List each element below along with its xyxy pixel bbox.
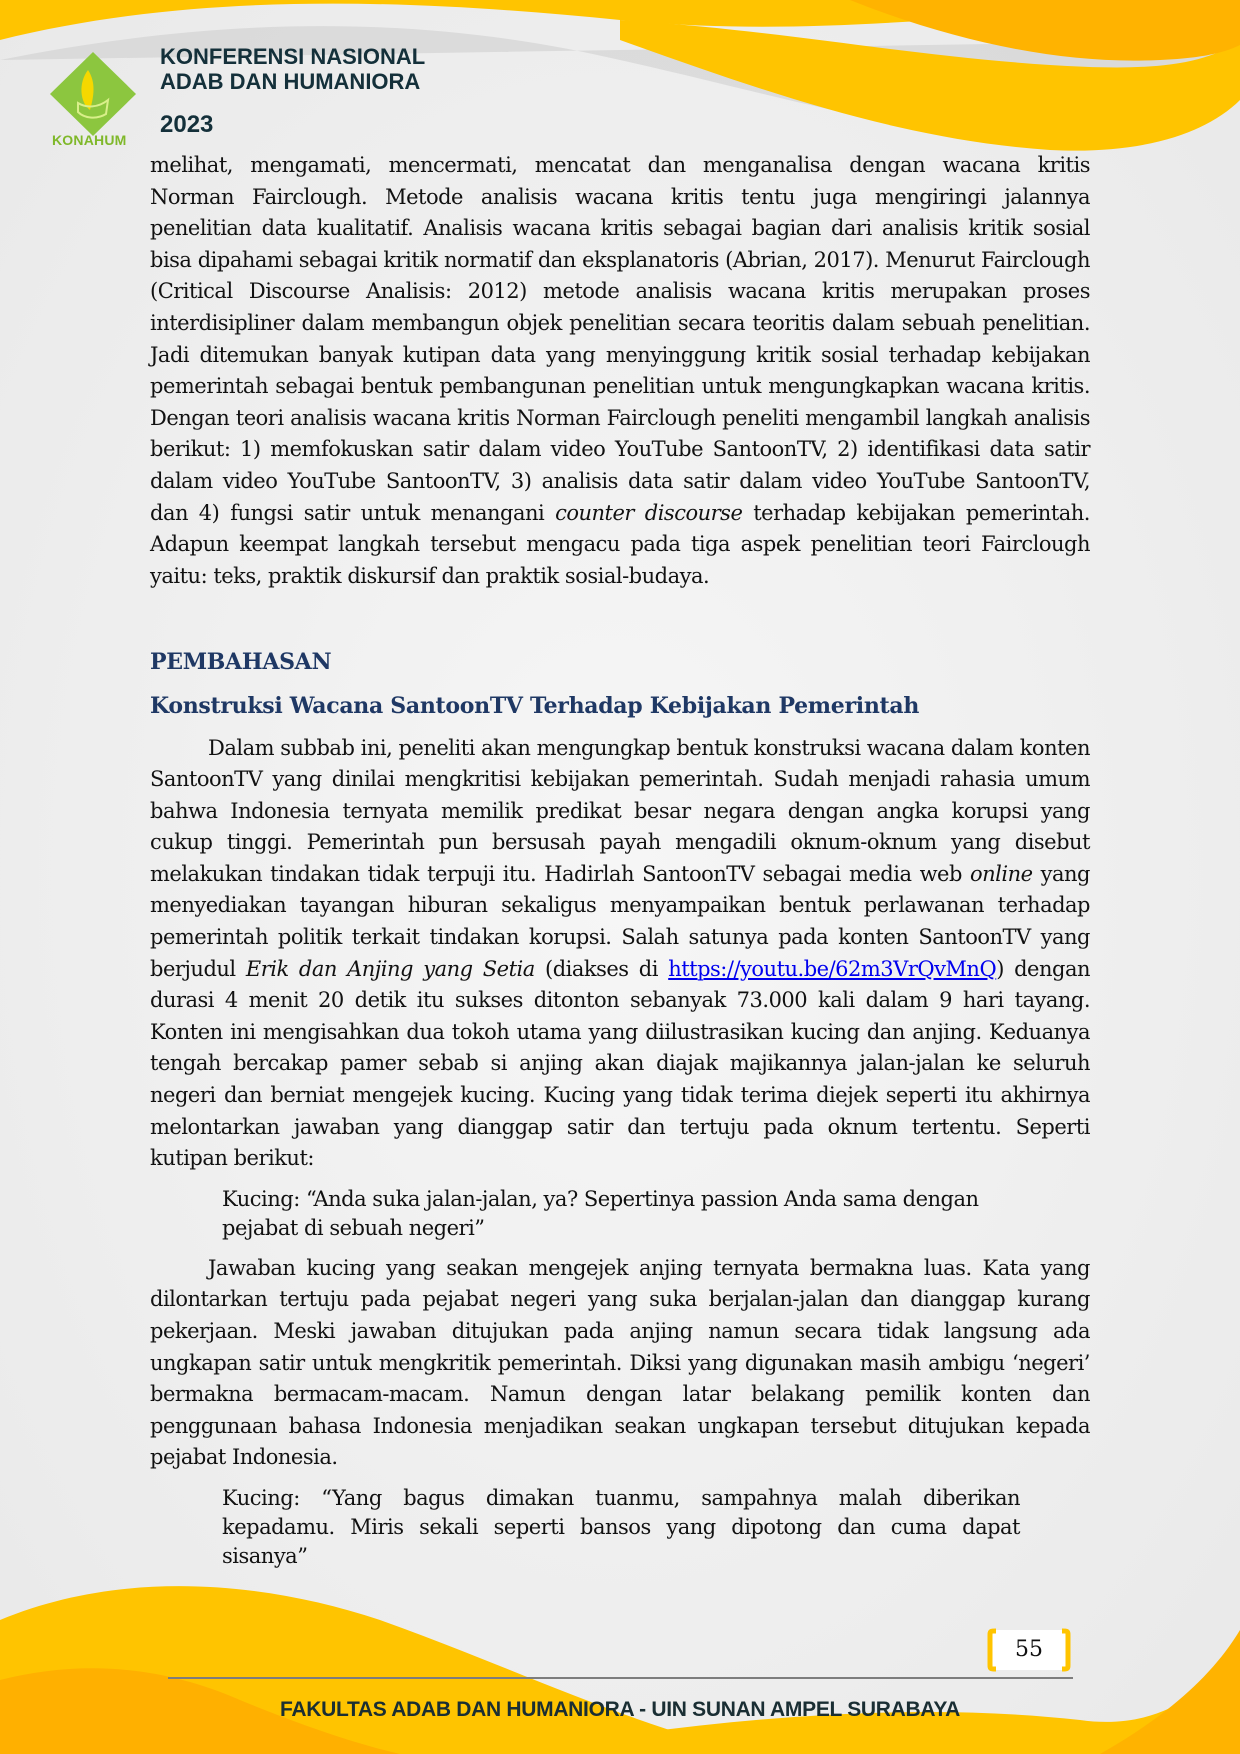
block-quote-2: Kucing: “Yang bagus dimakan tuanmu, sampahnya malah diberikan kepadamu. Miris sekali seperti bansos yang dipotong dan cuma dapat sisanya” <box>222 1485 1020 1568</box>
conference-title <box>160 44 425 94</box>
text-run: terhadap kebijakan pemerintah. Adapun keempat langkah tersebut mengacu pada tiga aspek penelitian teori Fairclough yaitu: teks, praktik diskursif dan praktik sosial-budaya. <box>150 500 1090 588</box>
footer-institution: FAKULTAS ADAB DAN HUMANIORA - UIN SUNAN AMPEL SURABAYA <box>280 1698 960 1721</box>
subsection-heading: Konstruksi Wacana SantoonTV Terhadap Kebijakan Pemerintah <box>150 692 920 719</box>
page-number: 55 <box>1015 1637 1043 1662</box>
section-heading: PEMBAHASAN <box>150 649 332 676</box>
paragraph-construction <box>150 733 1090 1175</box>
conference-year: 2023 <box>160 111 214 138</box>
text-run: ) dengan durasi 4 menit 20 detik itu sukses ditonton sebanyak 73.000 kali dalam 9 hari tayang. Konten ini mengisahkan dua tokoh utama yang diilustrasikan kucing dan anjing. Keduanya tengah bercakap pamer sebab si anjing akan diajak majikannya jalan-jalan ke seluruh negeri dan berniat mengejek kucing. Kucing yang tidak terima diejek seperti itu akhirnya melontarkan jawaban yang dianggap satir dan tertuju pada oknum tertentu. Seperti kutipan berikut: <box>150 956 1090 1171</box>
document-body <box>150 150 1090 1581</box>
italic-term: online <box>970 861 1033 886</box>
video-title: Erik dan Anjing yang Setia <box>245 956 535 981</box>
text-run: yang menyediakan tayangan hiburan sekaligus menyampaikan bentuk perlawanan terhadap pemerintah politik terkait tindakan korupsi. Salah satunya pada konten SantoonTV yang berjudul <box>150 861 1090 981</box>
logo-text: KONAHUM <box>52 132 127 148</box>
text-run: (diakses di <box>534 956 669 981</box>
page-number-box <box>984 1628 1074 1672</box>
text-run: Dalam subbab ini, peneliti akan mengungkap bentuk konstruksi wacana dalam konten SantoonTV yang dinilai mengkritisi kebijakan pemerintah. Sudah menjadi rahasia umum bahwa Indonesia ternyata memilik predikat besar negara dengan angka korupsi yang cukup tinggi. Pemerintah pun bersusah payah mengadili oknum-oknum yang disebut melakukan tindakan tidak terpuji itu. Hadirlah SantoonTV sebagai media web <box>150 735 1090 886</box>
text-run: melihat, mengamati, mencermati, mencatat dan menganalisa dengan wacana kritis Norman Fairclough. Metode analisis wacana kritis tentu juga mengiringi jalannya penelitian data kualitatif. Analisis wacana kritis sebagai bagian dari analisis kritik sosial bisa dipahami sebagai kritik normatif dan eksplanatoris (Abrian, 2017). Menurut Fairclough (Critical Discourse Analisis: 2012) metode analisis wacana kritis merupakan proses interdisipliner dalam membangun objek penelitian secara teoritis dalam sebuah penelitian. Jadi ditemukan banyak kutipan data yang menyinggung kritik sosial terhadap kebijakan pemerintah sebagai bentuk pembangunan penelitian untuk mengungkapkan wacana kritis. Dengan teori analisis wacana kritis Norman Fairclough peneliti mengambil langkah analisis berikut: 1) memfokuskan satir dalam video YouTube SantoonTV, 2) identifikasi data satir dalam video YouTube SantoonTV, 3) analisis data satir dalam video YouTube SantoonTV, dan 4) fungsi satir untuk menangani <box>150 153 1090 525</box>
block-quote-1: Kucing: “Anda suka jalan-jalan, ya? Sepertinya passion Anda sama dengan pejabat di sebuah negeri” <box>222 1186 979 1240</box>
title-line-2: ADAB DAN HUMANIORA <box>160 69 421 94</box>
youtube-link[interactable]: https://youtu.be/62m3VrQvMnQ <box>668 956 997 981</box>
conference-header <box>0 0 1240 160</box>
paragraph-analysis: Jawaban kucing yang seakan mengejek anjing ternyata bermakna luas. Kata yang dilontarkan tertuju pada pejabat negeri yang suka berjalan-jalan dan dianggap kurang pekerjaan. Meski jawaban ditujukan pada anjing namun secara tidak langsung ada ungkapan satir untuk mengkritik pemerintah. Diksi yang digunakan masih ambigu ‘negeri’ bermakna bermacam-macam. Namun dengan latar belakang pemilik konten dan penggunaan bahasa Indonesia menjadikan seakan ungkapan tersebut ditujukan kepada pejabat Indonesia. <box>150 1255 1090 1470</box>
italic-term: counter discourse <box>555 500 743 525</box>
footer-divider <box>168 1677 1073 1679</box>
paragraph-methodology <box>150 150 1090 592</box>
title-line-1: KONFERENSI NASIONAL <box>160 44 426 69</box>
